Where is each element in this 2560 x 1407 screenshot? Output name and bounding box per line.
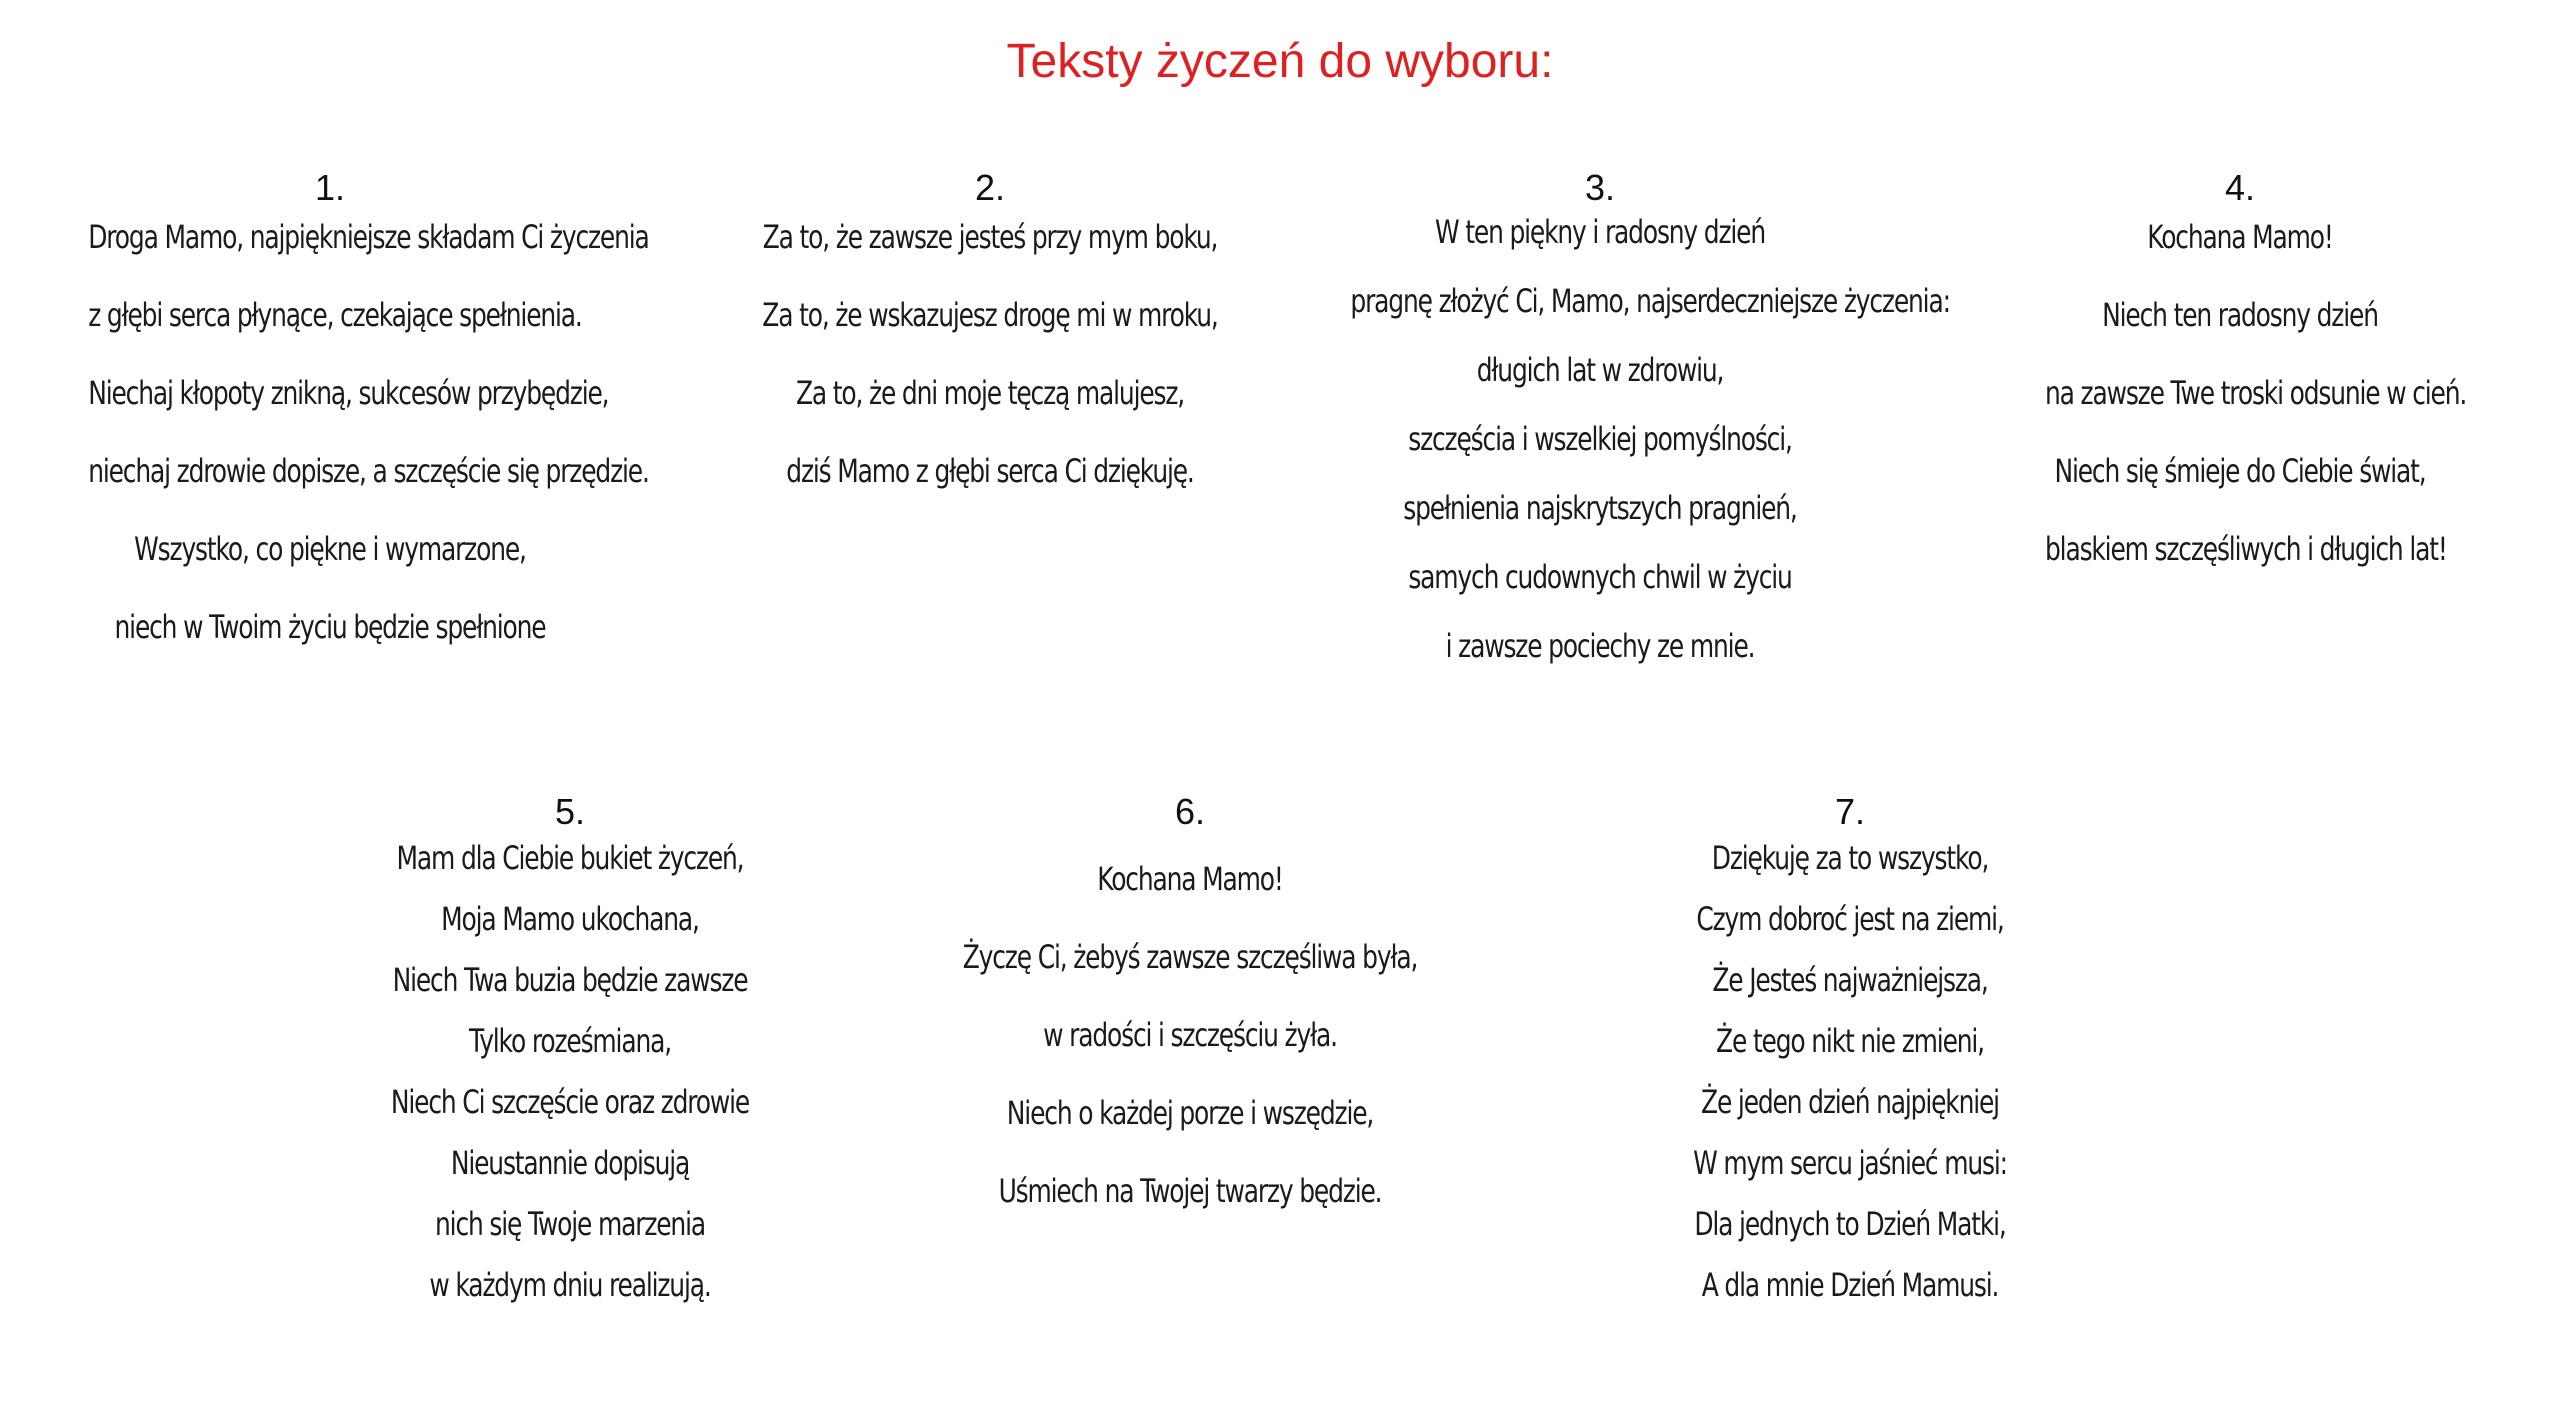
wish-number: 6.: [1174, 791, 1206, 832]
wish-number: 2.: [974, 167, 1006, 208]
wish-line: Niechaj kłopoty znikną, sukcesów przybędzie,: [88, 374, 609, 412]
wish-line: Dziękuję za to wszystko,: [1711, 839, 1989, 877]
wish-number: 4.: [2224, 167, 2256, 208]
wish-text-3: [1280, 166, 1950, 681]
wish-line: dziś Mamo z głębi serca Ci dziękuję.: [786, 452, 1194, 490]
wish-line: W mym sercu jaśnieć musi:: [1693, 1144, 2007, 1182]
wish-line: Niech ten radosny dzień: [2102, 296, 2378, 334]
wish-line: samych cudownych chwil w życiu: [1408, 558, 1792, 596]
wish-line: A dla mnie Dzień Mamusi.: [1701, 1266, 1999, 1304]
wish-line: niech w Twoim życiu będzie spełnione: [114, 608, 546, 646]
wish-text-1: [20, 166, 649, 666]
wish-text-4: [1990, 166, 2490, 588]
wish-line: długich lat w zdrowiu,: [1476, 351, 1724, 389]
wish-line: Za to, że wskazujesz drogę mi w mroku,: [762, 296, 1218, 334]
wish-text-6: [880, 790, 1500, 1230]
page-title: Teksty życzeń do wyboru:: [1006, 35, 1554, 88]
wish-line: Że tego nikt nie zmieni,: [1716, 1022, 1984, 1060]
wish-text-5: [260, 790, 880, 1316]
wish-line: Kochana Mamo!: [1097, 860, 1283, 898]
wish-number: 3.: [1584, 167, 1616, 208]
wish-line: Nieustannie dopisują: [450, 1144, 690, 1182]
wish-line: Mam dla Ciebie bukiet życzeń,: [396, 839, 744, 877]
wish-number: 1.: [314, 167, 346, 208]
wish-line: Tylko roześmiana,: [469, 1022, 671, 1060]
wish-line: spełnienia najskrytszych pragnień,: [1403, 489, 1797, 527]
wish-line: Moja Mamo ukochana,: [441, 900, 699, 938]
wish-line: Niech Twa buzia będzie zawsze: [392, 961, 748, 999]
wish-line: w radości i szczęściu żyła.: [1043, 1016, 1337, 1054]
wish-line: z głębi serca płynące, czekające spełnienia.: [88, 296, 582, 334]
wish-line: W ten piękny i radosny dzień: [1435, 213, 1765, 251]
wish-line: Droga Mamo, najpiękniejsze składam Ci życzenia: [88, 218, 649, 256]
wish-line: nich się Twoje marzenia: [435, 1205, 705, 1243]
wish-line: Za to, że zawsze jesteś przy mym boku,: [762, 218, 1218, 256]
wish-number: 7.: [1834, 791, 1866, 832]
wish-line: pragnę złożyć Ci, Mamo, najserdeczniejsze życzenia:: [1350, 282, 1950, 320]
wish-line: Niech o każdej porze i wszędzie,: [1006, 1094, 1374, 1132]
wish-line: Czym dobroć jest na ziemi,: [1696, 900, 2004, 938]
wish-line: Uśmiech na Twojej twarzy będzie.: [998, 1172, 1382, 1210]
wish-line: niechaj zdrowie dopisze, a szczęście się przędzie.: [88, 452, 649, 490]
wish-line: Za to, że dni moje tęczą malujesz,: [795, 374, 1185, 412]
wish-text-7: [1540, 790, 2160, 1316]
wish-line: Kochana Mamo!: [2147, 218, 2333, 256]
wish-line: blaskiem szczęśliwych i długich lat!: [2045, 530, 2447, 568]
wish-number: 5.: [554, 791, 586, 832]
wish-line: Wszystko, co piękne i wymarzone,: [134, 530, 526, 568]
wish-line: na zawsze Twe troski odsunie w cień.: [2045, 374, 2467, 412]
wish-line: Dla jednych to Dzień Matki,: [1694, 1205, 2006, 1243]
wish-line: Że Jesteś najważniejsza,: [1712, 961, 1988, 999]
wish-line: Niech Ci szczęście oraz zdrowie: [390, 1083, 750, 1121]
wish-text-2: [690, 166, 1290, 510]
wish-line: Niech się śmieje do Ciebie świat,: [2054, 452, 2426, 490]
wish-line: i zawsze pociechy ze mnie.: [1445, 627, 1755, 665]
wish-line: w każdym dniu realizują.: [429, 1266, 711, 1304]
wish-line: szczęścia i wszelkiej pomyślności,: [1408, 420, 1792, 458]
wish-line: Życzę Ci, żebyś zawsze szczęśliwa była,: [962, 938, 1418, 976]
wish-line: Że jeden dzień najpiękniej: [1701, 1083, 1999, 1121]
